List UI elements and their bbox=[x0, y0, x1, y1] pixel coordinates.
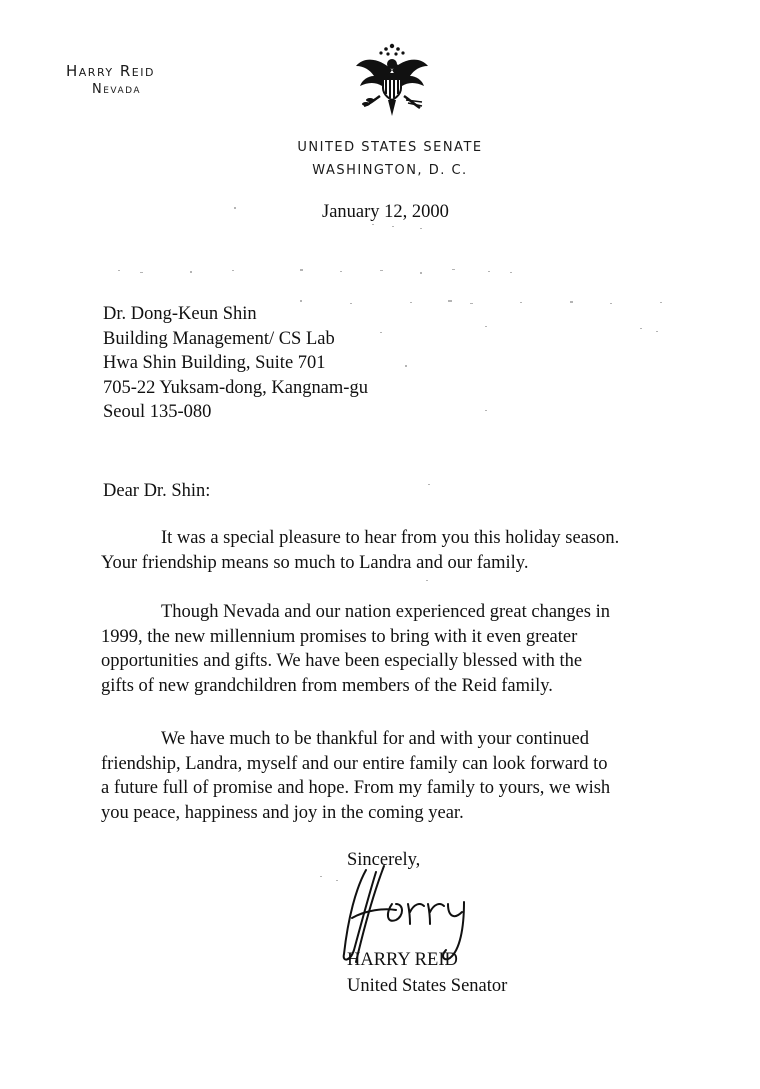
paragraph-line: a future full of promise and hope. From my family to yours, we wish bbox=[101, 778, 611, 798]
valediction: Sincerely, bbox=[347, 850, 421, 870]
paragraph-line: 1999, the new millennium promises to bring with it even greater bbox=[101, 626, 578, 647]
senator-name: Harry Reid bbox=[66, 62, 155, 80]
letter-date: January 12, 2000 bbox=[322, 202, 449, 222]
paragraph-line: Your friendship means so much to Landra and our family. bbox=[101, 552, 529, 573]
recipient-line: 705-22 Yuksam-dong, Kangnam-gu bbox=[103, 377, 368, 398]
eagle-seal-icon bbox=[350, 40, 434, 120]
body-paragraph bbox=[101, 727, 691, 825]
recipient-line: Hwa Shin Building, Suite 701 bbox=[103, 353, 326, 373]
senate-name: UNITED STATES SENATE bbox=[297, 140, 483, 155]
recipient-line: Dr. Dong-Keun Shin bbox=[103, 304, 257, 324]
body-paragraph bbox=[101, 526, 691, 575]
paragraph-line: you peace, happiness and joy in the coming year. bbox=[101, 802, 464, 823]
paragraph-line: We have much to be thankful for and with your continued bbox=[161, 729, 590, 749]
paragraph-line: gifts of new grandchildren from members of the Reid family. bbox=[101, 675, 553, 696]
signer-title: United States Senator bbox=[347, 976, 508, 996]
paragraph-line: It was a special pleasure to hear from you this holiday season. bbox=[161, 528, 620, 548]
recipient-line: Building Management/ CS Lab bbox=[103, 328, 335, 349]
body-paragraph bbox=[101, 600, 691, 698]
paragraph-line: friendship, Landra, myself and our entire family can look forward to bbox=[101, 753, 608, 774]
signer-name: HARRY REID bbox=[347, 950, 458, 970]
recipient-line: Seoul 135-080 bbox=[103, 402, 212, 422]
paragraph-line: opportunities and gifts. We have been especially blessed with the bbox=[101, 651, 583, 671]
paragraph-line: Though Nevada and our nation experienced great changes in bbox=[161, 602, 610, 622]
recipient-address bbox=[103, 302, 368, 425]
senator-state: Nevada bbox=[92, 82, 142, 97]
salutation: Dear Dr. Shin: bbox=[103, 481, 211, 501]
senate-city: WASHINGTON, D. C. bbox=[312, 163, 468, 178]
